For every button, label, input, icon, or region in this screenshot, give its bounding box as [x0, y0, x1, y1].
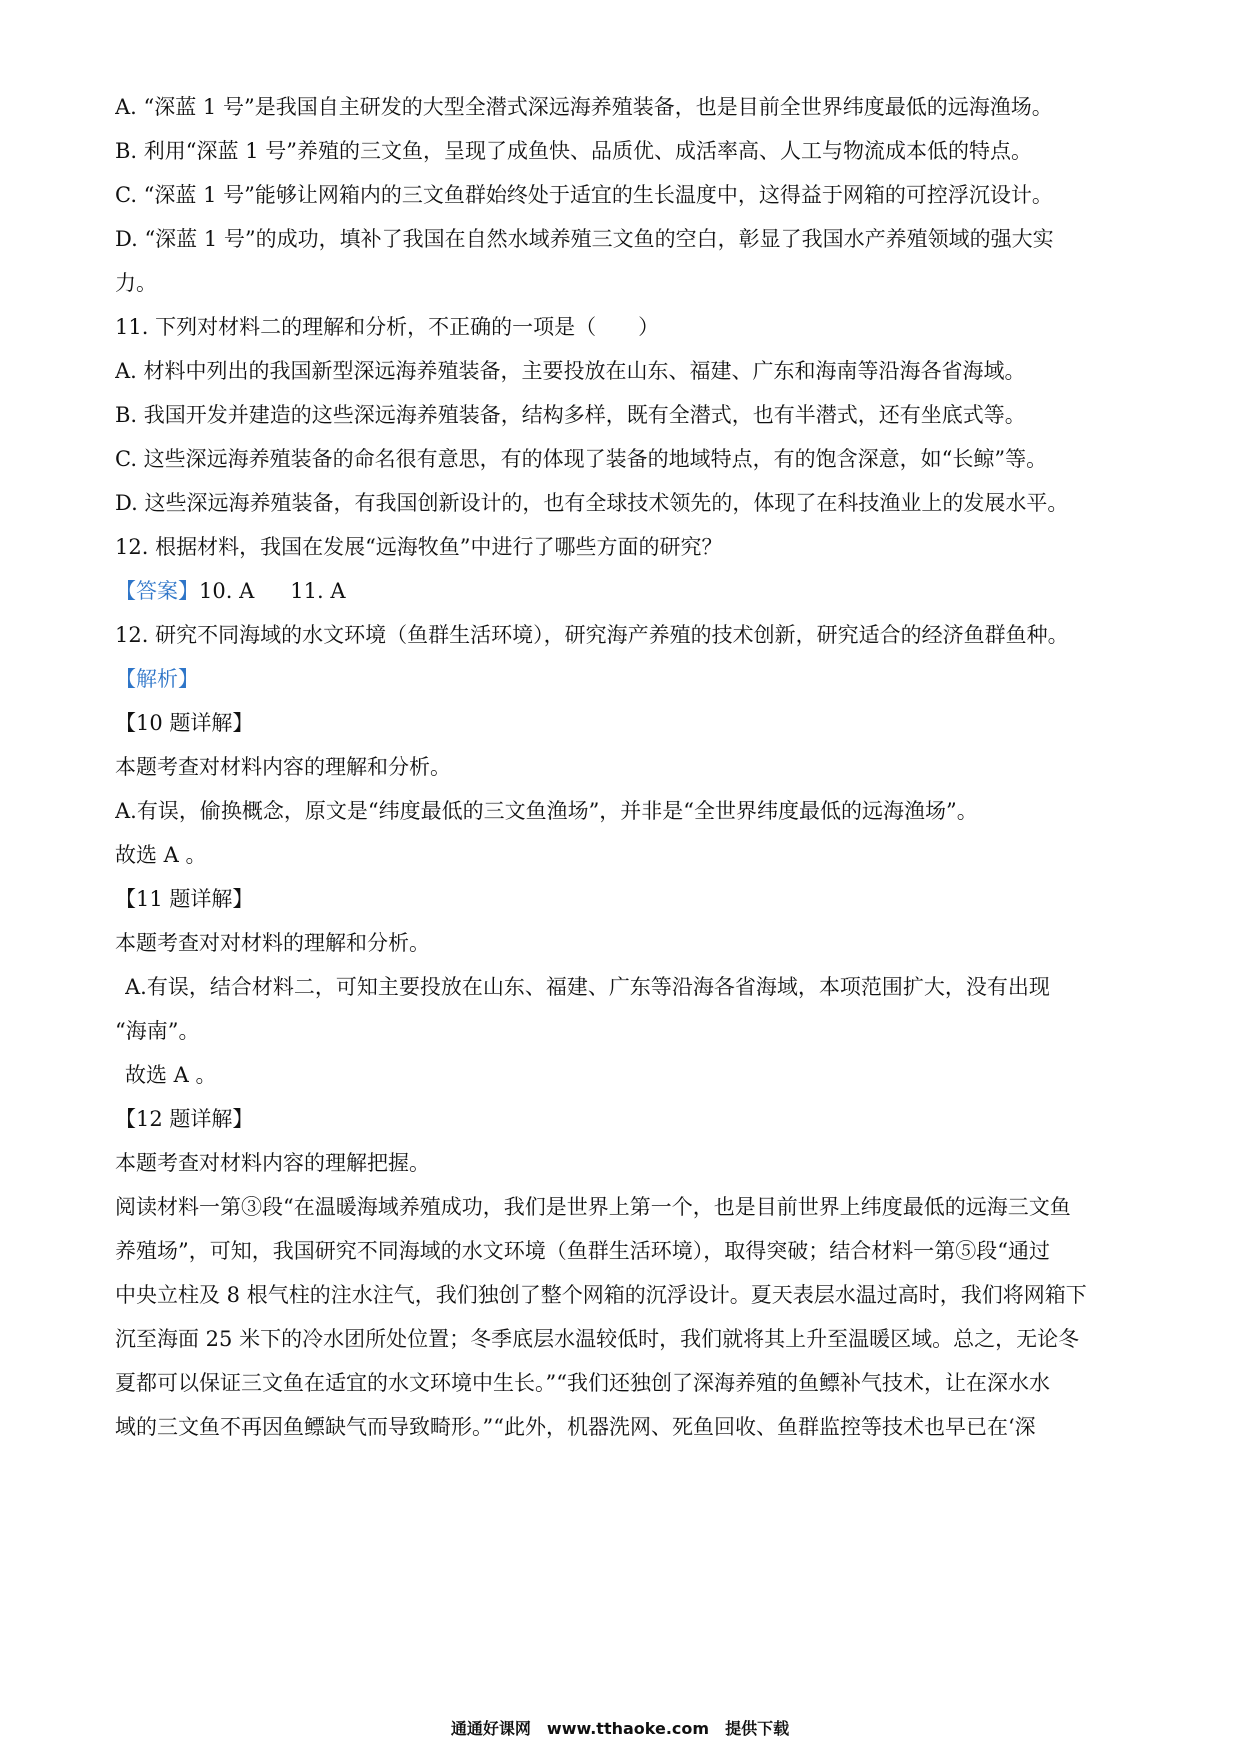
q10-option-d-line2: 力。	[115, 271, 157, 295]
detail-11-line1: 本题考查对对材料的理解和分析。	[115, 931, 430, 955]
detail-12-line2: 阅读材料一第③段“在温暖海域养殖成功，我们是世界上第一个，也是目前世界上纬度最低的远海三文鱼	[115, 1195, 1071, 1219]
detail-11-title: 【11 题详解】	[115, 887, 254, 911]
q11-option-b: B. 我国开发并建造的这些深远海养殖装备，结构多样，既有全潜式，也有半潜式，还有坐底式等。	[115, 403, 1026, 427]
detail-12-line1: 本题考查对材料内容的理解把握。	[115, 1151, 430, 1175]
answer-12: 12. 研究不同海域的水文环境（鱼群生活环境），研究海产养殖的技术创新，研究适合的经济鱼群鱼种。	[115, 623, 1069, 647]
q11-option-c: C. 这些深远海养殖装备的命名很有意思，有的体现了装备的地域特点，有的饱含深意，如“长鲸”等。	[115, 447, 1048, 471]
detail-10-line3: 故选 A 。	[115, 843, 207, 867]
detail-11-line4: 故选 A 。	[125, 1063, 217, 1087]
detail-11-line2: A.有误，结合材料二，可知主要投放在山东、福建、广东等沿海各省海域，本项范围扩大，没有出现	[125, 975, 1050, 999]
q10-option-d-line1: D. “深蓝 1 号”的成功，填补了我国在自然水域养殖三文鱼的空白，彰显了我国水产养殖领域的强大实	[115, 227, 1054, 251]
q11-option-a: A. 材料中列出的我国新型深远海养殖装备，主要投放在山东、福建、广东和海南等沿海各省海域。	[115, 359, 1026, 383]
detail-10-line2: A.有误，偷换概念，原文是“纬度最低的三文鱼渔场”，并非是“全世界纬度最低的远海渔场”。	[115, 799, 978, 823]
q11-option-d: D. 这些深远海养殖装备，有我国创新设计的，也有全球技术领先的，体现了在科技渔业上的发展水平。	[115, 491, 1069, 515]
detail-11-line3: “海南”。	[115, 1019, 200, 1043]
detail-10-title: 【10 题详解】	[115, 711, 254, 735]
answer-line	[115, 576, 1135, 606]
answer-10: 10. A	[199, 579, 255, 603]
detail-12-line4: 中央立柱及 8 根气柱的注水注气，我们独创了整个网箱的沉浮设计。夏天表层水温过高时，我们将网箱下	[115, 1283, 1087, 1307]
detail-12-line6: 夏都可以保证三文鱼在适宜的水文环境中生长。”“我们还独创了深海养殖的鱼鳔补气技术，让在深水水	[115, 1371, 1050, 1395]
page-footer: 通通好课网 www.tthaoke.com 提供下载	[450, 1719, 790, 1738]
detail-12-line5: 沉至海面 25 米下的冷水团所处位置；冬季底层水温较低时，我们就将其上升至温暖区域。总之，无论冬	[115, 1327, 1080, 1351]
answer-tag: 【答案】	[115, 579, 199, 603]
answer-11: 11. A	[290, 579, 346, 603]
question-11: 11. 下列对材料二的理解和分析，不正确的一项是（ ）	[115, 315, 660, 339]
q10-option-a: A. “深蓝 1 号”是我国自主研发的大型全潜式深远海养殖装备，也是目前全世界纬度最低的远海渔场。	[115, 95, 1053, 119]
q10-option-b: B. 利用“深蓝 1 号”养殖的三文鱼，呈现了成鱼快、品质优、成活率高、人工与物流成本低的特点。	[115, 139, 1032, 163]
detail-10-line1: 本题考查对材料内容的理解和分析。	[115, 755, 451, 779]
detail-12-line7: 域的三文鱼不再因鱼鳔缺气而导致畸形。”“此外，机器洗网、死鱼回收、鱼群监控等技术也早已在‘深	[115, 1415, 1036, 1439]
detail-12-line3: 养殖场”，可知，我国研究不同海域的水文环境（鱼群生活环境），取得突破；结合材料一第⑤段“通过	[115, 1239, 1050, 1263]
detail-12-title: 【12 题详解】	[115, 1107, 254, 1131]
question-12: 12. 根据材料，我国在发展“远海牧鱼”中进行了哪些方面的研究？	[115, 535, 723, 559]
q10-option-c: C. “深蓝 1 号”能够让网箱内的三文鱼群始终处于适宜的生长温度中，这得益于网箱的可控浮沉设计。	[115, 183, 1053, 207]
analysis-tag: 【解析】	[115, 667, 199, 691]
